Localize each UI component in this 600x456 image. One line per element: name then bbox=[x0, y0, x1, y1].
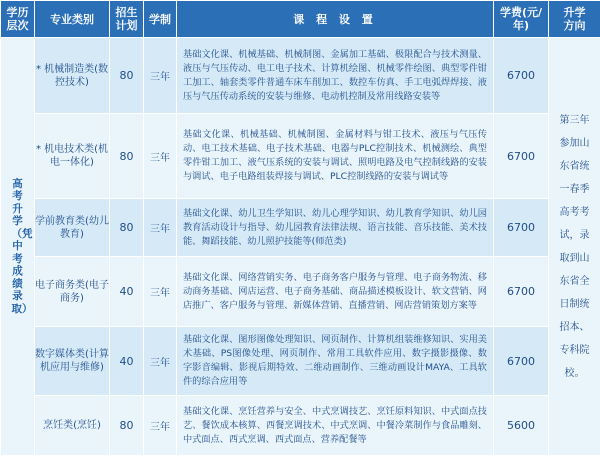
major-cell: 烹饪类(烹饪) bbox=[35, 396, 110, 456]
level-cell: 高考升学（凭中考成绩录取） bbox=[1, 38, 35, 456]
courses-cell: 基础文化课、幼儿卫生学知识、幼儿心理学知识、幼儿教育学知识、幼儿园教育活动设计与指导、幼儿园教育法律法规、语言技能、音乐技能、美术技能、舞蹈技能、幼儿照护技能等(师范类) bbox=[177, 199, 494, 257]
plan-cell: 40 bbox=[110, 257, 144, 327]
plan-cell: 80 bbox=[110, 114, 144, 199]
major-cell: 电子商务类(电子商务) bbox=[35, 257, 110, 327]
major-cell: * 机电技术类(机电一体化) bbox=[35, 114, 110, 199]
years-cell: 三年 bbox=[144, 199, 177, 257]
fee-cell: 6700 bbox=[494, 327, 549, 396]
table-row bbox=[1, 257, 600, 327]
courses-cell: 基础文化课、图形图像处理知识、网页制作、计算机组装维修知识、实用美术基础、PS图像处理、网页制作、常用工具软件应用、数字摄影摄像、数字影音编辑、影视后期特效、二维动画制作、三维动画设计MAYA、工具软件的综合应用等 bbox=[177, 327, 494, 396]
table-row bbox=[1, 327, 600, 396]
fee-cell: 5600 bbox=[494, 396, 549, 456]
fee-cell: 6700 bbox=[494, 199, 549, 257]
fee-cell: 6700 bbox=[494, 257, 549, 327]
header-level: 学历层次 bbox=[1, 1, 35, 38]
table-row bbox=[1, 396, 600, 456]
courses-cell: 基础文化课、网络营销实务、电子商务客户服务与管理、电子商务物流、移动商务基础、网店运营、电子商务基础、商品描述模板设计、软文营销、网店推广、客户服务与管理、新媒体营销、直播营销、网店营销策划方案等 bbox=[177, 257, 494, 327]
courses-cell: 基础文化课、机械基础、机械制图、金属加工基础、极限配合与技术测量、液压与气压传动、电工电子技术、计算机绘图、机械零件绘图、典型零件钳工加工、轴套类零件普通车床车削加工、数控车仿真、手工电弧焊焊接、液压与气压传动系统的安装与维修、电动机控制及常用线路安装等 bbox=[177, 38, 494, 114]
plan-cell: 80 bbox=[110, 199, 144, 257]
years-cell: 三年 bbox=[144, 114, 177, 199]
direction-cell: 第三年参加山东省统一春季高考考试，录取到山东省全日制统招本、专科院校。 bbox=[549, 38, 600, 456]
plan-cell: 80 bbox=[110, 38, 144, 114]
years-cell: 三年 bbox=[144, 257, 177, 327]
years-cell: 三年 bbox=[144, 396, 177, 456]
header-fee: 学费(元/年) bbox=[494, 1, 549, 38]
major-cell: * 机械制造类(数控技术) bbox=[35, 38, 110, 114]
major-cell: 数字媒体类(计算机应用与维修) bbox=[35, 327, 110, 396]
table-row bbox=[1, 114, 600, 199]
header-row bbox=[1, 1, 600, 38]
table-row bbox=[1, 199, 600, 257]
major-cell: 学前教育类(幼儿教育) bbox=[35, 199, 110, 257]
years-cell: 三年 bbox=[144, 38, 177, 114]
courses-cell: 基础文化课、烹饪营养与安全、中式烹调技艺、烹饪原料知识、中式面点技艺、餐饮成本核算、西餐烹调技术、中式烹调、中餐冷菜制作与食品雕刻、中式面点、西式烹调、西式面点、营养配餐等 bbox=[177, 396, 494, 456]
header-years: 学制 bbox=[144, 1, 177, 38]
years-cell: 三年 bbox=[144, 327, 177, 396]
fee-cell: 6700 bbox=[494, 38, 549, 114]
plan-cell: 80 bbox=[110, 396, 144, 456]
fee-cell: 6700 bbox=[494, 114, 549, 199]
header-plan: 招生计划 bbox=[110, 1, 144, 38]
courses-cell: 基础文化课、机械基础、机械制图、金属材料与钳工技术、液压与气压传动、电工技术基础、电子技术基础、电器与PLC控制技术、机械测绘、典型零件钳工加工、液气压系统的安装与调试、照明电路及电气控制线路的安装与调试、电子电路组装焊接与调试、PLC控制线路的安装与调试等 bbox=[177, 114, 494, 199]
header-courses: 课 程 设 置 bbox=[177, 1, 494, 38]
header-major: 专业类别 bbox=[35, 1, 110, 38]
table-row bbox=[1, 38, 600, 114]
plan-cell: 40 bbox=[110, 327, 144, 396]
header-direction: 升学方向 bbox=[549, 1, 600, 38]
